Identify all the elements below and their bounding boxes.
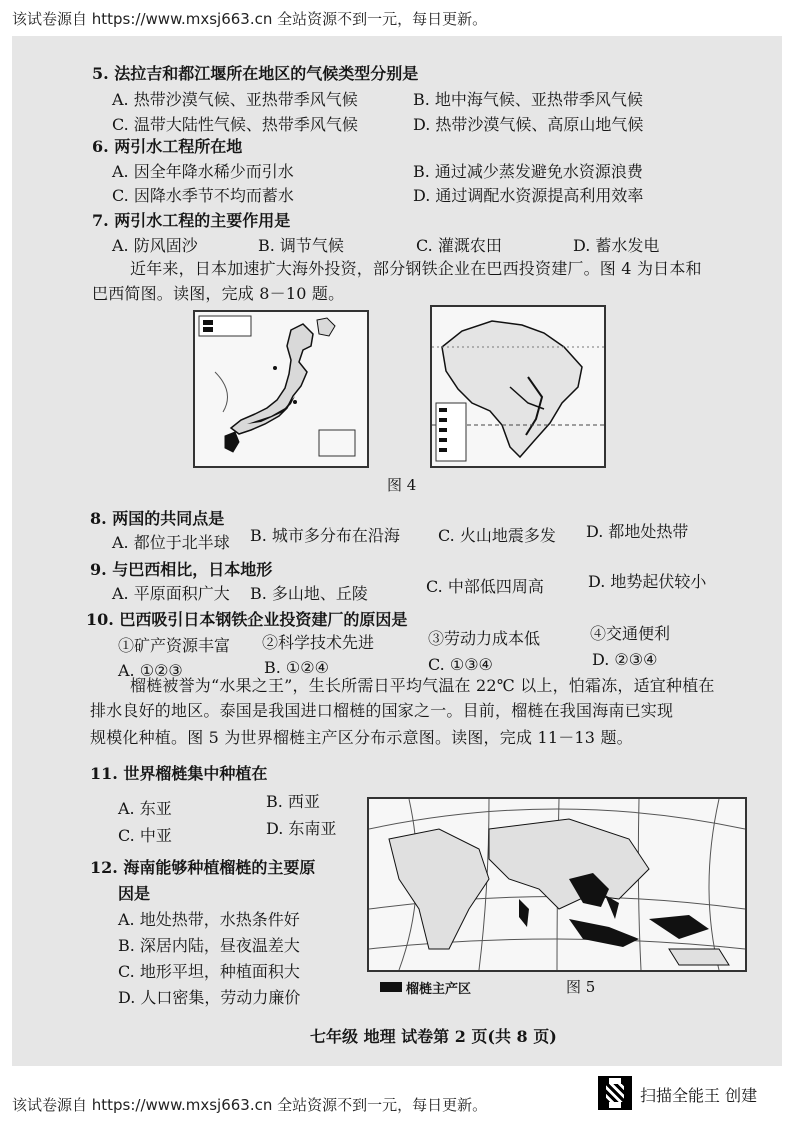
passage-durian-line3: 规模化种植。图 5 为世界榴梿主产区分布示意图。读图，完成 11－13 题。 <box>90 728 633 747</box>
q5-option-d: D. 热带沙漠气候、高原山地气候 <box>413 115 644 134</box>
figure5-legend-label: 榴梿主产区 <box>406 982 472 997</box>
q11-option-b: B. 西亚 <box>266 792 320 811</box>
q9-option-d: D. 地势起伏较小 <box>588 572 707 591</box>
q8-option-b: B. 城市多分布在沿海 <box>250 526 400 545</box>
passage-durian-line1: 榴梿被誉为“水果之王”，生长所需日平均气温在 22℃ 以上，怕霜冻，适宜种植在 <box>130 676 715 695</box>
q7-option-d: D. 蓄水发电 <box>573 236 660 255</box>
q7-stem: 7. 两引水工程的主要作用是 <box>92 211 291 230</box>
q10-statement-4: ④交通便利 <box>590 624 671 643</box>
q7-option-c: C. 灌溉农田 <box>416 236 502 255</box>
q8-option-d: D. 都地处热带 <box>586 522 689 541</box>
passage-japan-brazil-line2: 巴西简图。读图，完成 8－10 题。 <box>92 284 345 303</box>
passage-japan-brazil-line1: 近年来，日本加速扩大海外投资，部分钢铁企业在巴西投资建厂。图 4 为日本和 <box>130 259 702 278</box>
q9-option-b: B. 多山地、丘陵 <box>250 584 368 603</box>
q9-stem: 9. 与巴西相比，日本地形 <box>90 560 273 579</box>
figure4-brazil-map <box>430 305 606 468</box>
q5-stem: 5. 法拉吉和都江堰所在地区的气候类型分别是 <box>92 64 419 83</box>
watermark-top: 该试卷源自 https://www.mxsj663.cn 全站资源不到一元，每日更新。 <box>12 10 488 28</box>
q8-option-c: C. 火山地震多发 <box>438 526 556 545</box>
q7-option-a: A. 防风固沙 <box>112 236 198 255</box>
q12-option-c: C. 地形平坦，种植面积大 <box>118 962 300 981</box>
q5-option-c: C. 温带大陆性气候、热带季风气候 <box>112 115 358 134</box>
q11-option-a: A. 东亚 <box>118 799 172 818</box>
q10-stem: 10. 巴西吸引日本钢铁企业投资建厂的原因是 <box>86 610 408 629</box>
q10-option-d: D. ②③④ <box>592 650 658 669</box>
passage-durian-line2: 排水良好的地区。泰国是我国进口榴梿的国家之一。目前，榴梿在我国海南已实现 <box>90 701 674 720</box>
qr-code-icon <box>598 1076 632 1110</box>
q10-statement-3: ③劳动力成本低 <box>428 629 541 648</box>
q6-option-a: A. 因全年降水稀少而引水 <box>112 162 294 181</box>
q12-option-a: A. 地处热带，水热条件好 <box>118 910 300 929</box>
q6-option-d: D. 通过调配水资源提高利用效率 <box>413 186 644 205</box>
scanner-app-label: 扫描全能王 创建 <box>640 1086 758 1105</box>
figure4-caption: 图 4 <box>387 476 417 494</box>
q9-option-c: C. 中部低四周高 <box>426 577 544 596</box>
q6-stem: 6. 两引水工程所在地 <box>92 137 243 156</box>
page-footer: 七年级 地理 试卷第 2 页(共 8 页) <box>310 1027 557 1046</box>
q10-statement-1: ①矿产资源丰富 <box>118 636 231 655</box>
q11-stem: 11. 世界榴梿集中种植在 <box>90 764 268 783</box>
q10-option-c: C. ①③④ <box>428 655 493 674</box>
q11-option-c: C. 中亚 <box>118 826 172 845</box>
q12-stem-line1: 12. 海南能够种植榴梿的主要原 <box>90 858 316 877</box>
q8-option-a: A. 都位于北半球 <box>112 533 230 552</box>
q5-option-b: B. 地中海气候、亚热带季风气候 <box>413 90 643 109</box>
q6-option-b: B. 通过减少蒸发避免水资源浪费 <box>413 162 643 181</box>
q6-option-c: C. 因降水季节不均而蓄水 <box>112 186 294 205</box>
q11-option-d: D. 东南亚 <box>266 819 337 838</box>
q5-option-a: A. 热带沙漠气候、亚热带季风气候 <box>112 90 358 109</box>
q10-option-a: A. ①②③ <box>118 661 183 680</box>
q10-option-b: B. ①②④ <box>264 658 329 677</box>
figure5-durian-map <box>367 797 747 972</box>
watermark-bottom: 该试卷源自 https://www.mxsj663.cn 全站资源不到一元，每日更新。 <box>12 1096 488 1114</box>
q8-stem: 8. 两国的共同点是 <box>90 509 225 528</box>
durian-legend-swatch <box>380 982 402 992</box>
q12-option-d: D. 人口密集，劳动力廉价 <box>118 988 301 1007</box>
q10-statement-2: ②科学技术先进 <box>262 633 375 652</box>
q7-option-b: B. 调节气候 <box>258 236 344 255</box>
q9-option-a: A. 平原面积广大 <box>112 584 230 603</box>
figure4-japan-map <box>193 310 369 468</box>
figure5-caption: 图 5 <box>566 978 596 996</box>
q12-option-b: B. 深居内陆，昼夜温差大 <box>118 936 300 955</box>
q12-stem-line2: 因是 <box>118 884 151 903</box>
